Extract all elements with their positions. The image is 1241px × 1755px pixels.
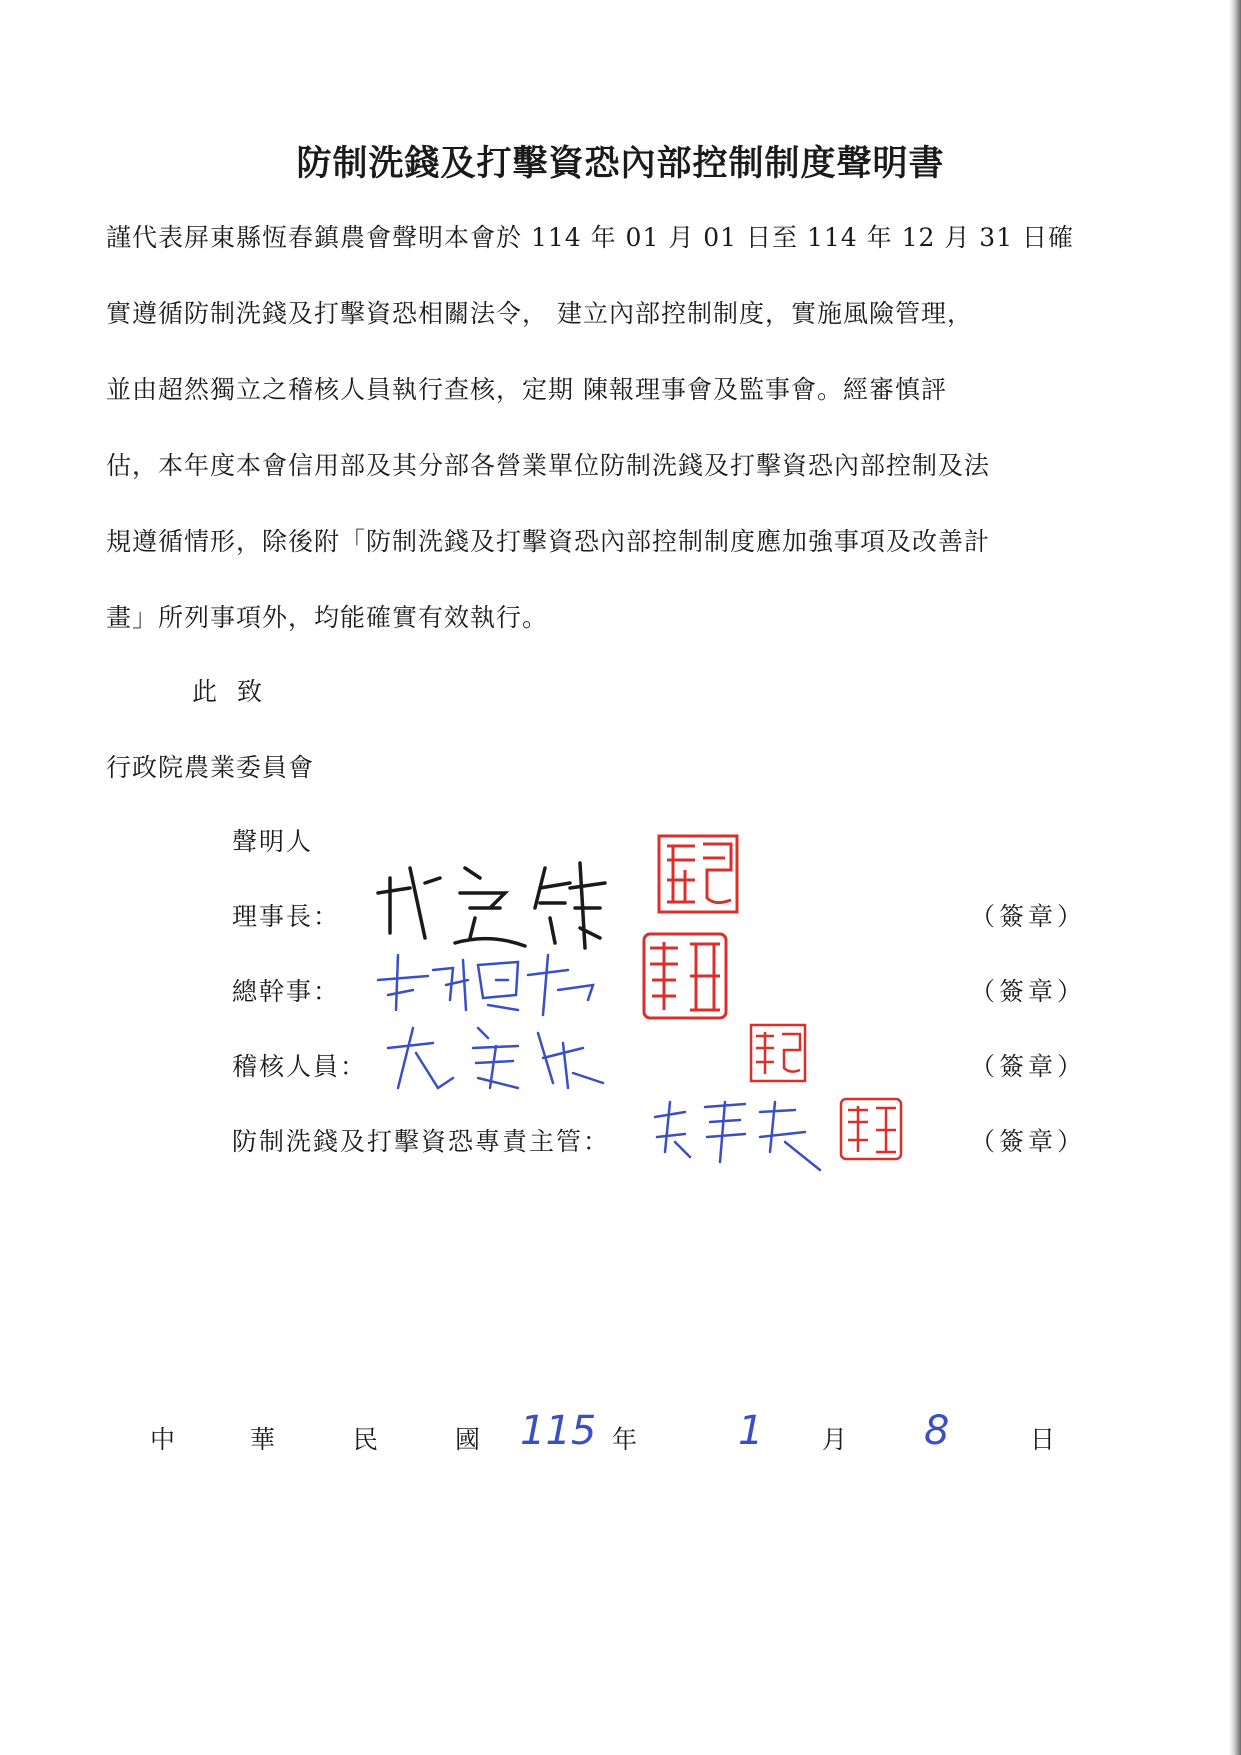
declarant-label: 聲明人 xyxy=(232,827,314,856)
chairman-sign-note: （簽章） xyxy=(970,902,1087,931)
general-manager-label: 總幹事： xyxy=(232,977,341,1006)
general-manager-signature xyxy=(368,940,608,1020)
auditor-label: 稽核人員： xyxy=(232,1052,368,1081)
aml-officer-label: 防制洗錢及打擊資恐專責主管： xyxy=(232,1127,611,1156)
auditor-signature xyxy=(378,1018,618,1098)
general-manager-sign-note: （簽章） xyxy=(970,977,1087,1006)
document-title: 防制洗錢及打擊資恐內部控制制度聲明書 xyxy=(296,144,945,184)
date-min: 民 xyxy=(353,1425,379,1454)
closing-phrase: 此 致 xyxy=(192,677,268,706)
recipient: 行政院農業委員會 xyxy=(106,753,315,782)
date-month-unit: 月 xyxy=(822,1425,848,1454)
aml-officer-sign-note: （簽章） xyxy=(970,1127,1087,1156)
body-line-1: 謹代表屏東縣恆春鎮農會聲明本會於 114 年 01 月 01 日至 114 年 12 月 31 日確 xyxy=(106,223,1075,252)
body-line-4: 估，本年度本會信用部及其分部各營業單位防制洗錢及打擊資恐內部控制及法 xyxy=(106,451,991,480)
body-line-5: 規遵循情形，除後附「防制洗錢及打擊資恐內部控制制度應加強事項及改善計 xyxy=(106,527,991,556)
auditor-sign-note: （簽章） xyxy=(970,1052,1087,1081)
body-line-3: 並由超然獨立之稽核人員執行查核，定期 陳報理事會及監事會。經審慎評 xyxy=(106,375,947,404)
chairman-seal xyxy=(655,830,743,918)
date-month-handwritten: 1 xyxy=(738,1408,764,1454)
chairman-label: 理事長： xyxy=(232,902,341,931)
body-line-2: 實遵循防制洗錢及打擊資恐相關法令， 建立內部控制制度，實施風險管理， xyxy=(106,299,973,328)
date-zhong: 中 xyxy=(150,1425,176,1454)
auditor-seal xyxy=(748,1022,808,1084)
aml-officer-seal xyxy=(838,1096,904,1162)
general-manager-seal xyxy=(640,930,730,1022)
body-line-6: 畫」所列事項外，均能確實有效執行。 xyxy=(106,603,549,632)
date-year-handwritten: 115 xyxy=(520,1408,597,1454)
aml-officer-signature xyxy=(645,1092,830,1172)
date-day-handwritten: 8 xyxy=(924,1408,950,1454)
date-year-unit: 年 xyxy=(612,1425,638,1454)
date-guo: 國 xyxy=(455,1425,481,1454)
scan-edge-shadow xyxy=(1229,0,1241,1755)
date-hua: 華 xyxy=(250,1425,276,1454)
date-day-unit: 日 xyxy=(1030,1425,1056,1454)
